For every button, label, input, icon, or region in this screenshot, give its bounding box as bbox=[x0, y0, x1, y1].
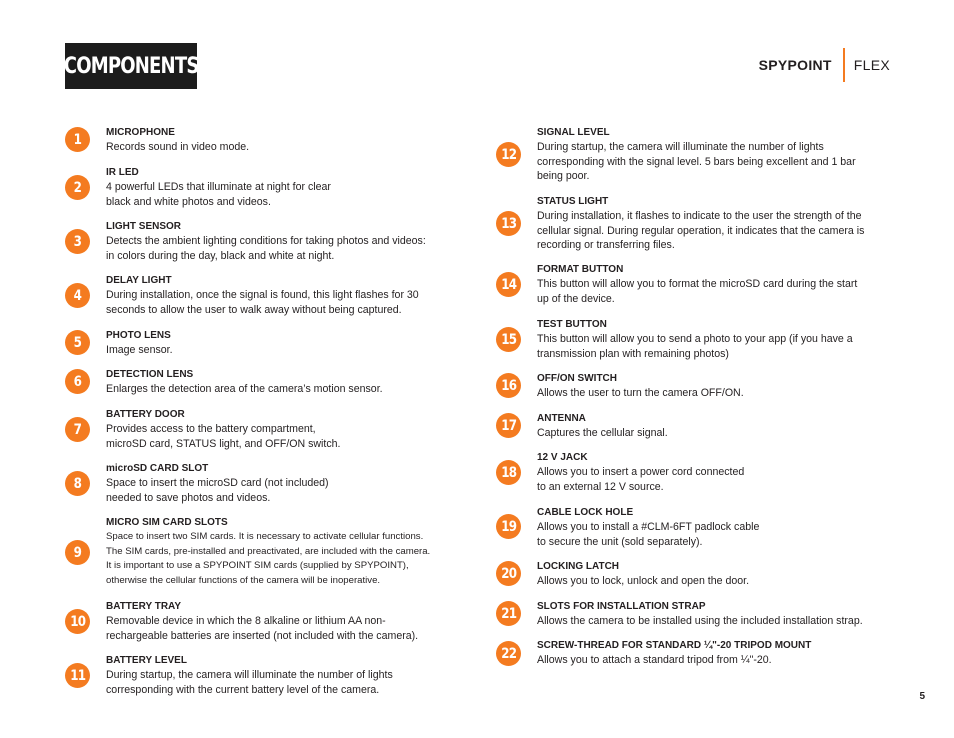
component-number-badge: 18 bbox=[496, 460, 521, 485]
component-description: Records sound in video mode. bbox=[106, 141, 250, 153]
component-description: Provides access to the battery compartment, microSD card, STATUS light, and OFF/ON switch. bbox=[106, 423, 341, 450]
component-description: Image sensor. bbox=[106, 344, 173, 356]
component-item bbox=[106, 600, 418, 643]
component-description: Allows the camera to be installed using the included installation strap. bbox=[537, 615, 863, 627]
brand-header bbox=[759, 47, 890, 83]
component-description: Space to insert the microSD card (not included) needed to save photos and videos. bbox=[106, 477, 329, 504]
component-heading: LOCKING LATCH bbox=[537, 561, 620, 572]
component-number-badge: 12 bbox=[496, 142, 521, 167]
component-heading: FORMAT BUTTON bbox=[537, 264, 624, 275]
component-description: Space to insert two SIM cards. It is necessary to activate cellular functions. The SIM cards, pre-installed and preactivated, are included with the camera. It is important to use a SPYPOINT SIM cards (supplied by SPYPOINT), otherwise the cellular functions of the camera will be inoperative. bbox=[106, 531, 431, 586]
component-description: During installation, it flashes to indicate to the user the strength of the cellular signal. During regular operation, it indicates that the camera is recording or transferring files. bbox=[537, 210, 865, 252]
component-number-badge: 1 bbox=[65, 127, 90, 152]
component-number-badge: 11 bbox=[65, 663, 90, 688]
component-description: During installation, once the signal is found, this light flashes for 30 seconds to allow the user to walk away without being captured. bbox=[106, 289, 419, 316]
component-number-badge: 6 bbox=[65, 369, 90, 394]
component-number-badge: 9 bbox=[65, 540, 90, 565]
component-description: Allows you to lock, unlock and open the door. bbox=[537, 575, 750, 587]
component-description: Allows you to install a #CLM-6FT padlock cable to secure the unit (sold separately). bbox=[537, 521, 760, 548]
component-heading: BATTERY DOOR bbox=[106, 409, 185, 420]
component-number-badge: 14 bbox=[496, 272, 521, 297]
component-heading: BATTERY TRAY bbox=[106, 601, 182, 612]
component-item bbox=[106, 274, 419, 317]
component-item bbox=[537, 451, 744, 494]
component-item bbox=[537, 639, 811, 668]
component-description: Enlarges the detection area of the camera’s motion sensor. bbox=[106, 383, 383, 395]
component-heading: DELAY LIGHT bbox=[106, 275, 172, 286]
component-description: This button will allow you to format the microSD card during the start up of the device. bbox=[537, 278, 858, 305]
component-item bbox=[537, 263, 857, 306]
component-number-badge: 8 bbox=[65, 471, 90, 496]
component-item bbox=[106, 408, 340, 451]
component-item bbox=[106, 462, 329, 505]
component-number-badge: 16 bbox=[496, 373, 521, 398]
component-number-badge: 7 bbox=[65, 417, 90, 442]
component-item bbox=[106, 516, 430, 588]
component-number-badge: 21 bbox=[496, 601, 521, 626]
component-number-badge: 20 bbox=[496, 561, 521, 586]
component-heading: LIGHT SENSOR bbox=[106, 221, 182, 232]
component-description: This button will allow you to send a photo to your app (if you have a transmission plan with remaining photos) bbox=[537, 333, 853, 360]
component-heading: SCREW-THREAD FOR STANDARD ¼"-20 TRIPOD MOUNT bbox=[537, 640, 812, 651]
component-item bbox=[106, 654, 393, 697]
component-heading: TEST BUTTON bbox=[537, 319, 607, 330]
component-heading: SIGNAL LEVEL bbox=[537, 127, 610, 138]
component-heading: 12 V JACK bbox=[537, 452, 588, 463]
component-item bbox=[106, 126, 249, 155]
component-heading: microSD CARD SLOT bbox=[106, 463, 209, 474]
component-number-badge: 2 bbox=[65, 175, 90, 200]
component-number-badge: 17 bbox=[496, 413, 521, 438]
component-heading: ANTENNA bbox=[537, 413, 586, 424]
component-heading: DETECTION LENS bbox=[106, 369, 194, 380]
component-heading: PHOTO LENS bbox=[106, 330, 171, 341]
component-item bbox=[537, 560, 749, 589]
component-heading: IR LED bbox=[106, 167, 139, 178]
component-item bbox=[106, 220, 426, 263]
component-number-badge: 19 bbox=[496, 514, 521, 539]
component-number-badge: 22 bbox=[496, 641, 521, 666]
component-item bbox=[537, 318, 853, 361]
component-number-badge: 15 bbox=[496, 327, 521, 352]
component-item bbox=[106, 368, 383, 397]
component-description: Captures the cellular signal. bbox=[537, 427, 668, 439]
component-number-badge: 5 bbox=[65, 330, 90, 355]
page-number: 5 bbox=[919, 691, 925, 702]
component-heading: CABLE LOCK HOLE bbox=[537, 507, 634, 518]
component-number-badge: 10 bbox=[65, 609, 90, 634]
component-heading: SLOTS FOR INSTALLATION STRAP bbox=[537, 601, 706, 612]
component-item bbox=[537, 195, 864, 253]
component-number-badge: 3 bbox=[65, 229, 90, 254]
component-heading: MICRO SIM CARD SLOTS bbox=[106, 517, 228, 528]
component-heading: MICROPHONE bbox=[106, 127, 175, 138]
component-item bbox=[537, 126, 856, 184]
component-heading: BATTERY LEVEL bbox=[106, 655, 187, 666]
component-item bbox=[537, 372, 744, 401]
page-title: COMPONENTS bbox=[65, 43, 197, 89]
brand-model: FLEX bbox=[853, 57, 890, 73]
component-description: During startup, the camera will illuminate the number of lights corresponding with the current battery level of the camera. bbox=[106, 669, 393, 696]
component-description: Allows you to insert a power cord connected to an external 12 V source. bbox=[537, 466, 745, 493]
brand-separator bbox=[843, 48, 845, 82]
component-item bbox=[537, 412, 668, 441]
component-description: During startup, the camera will illuminate the number of lights corresponding with the signal level. 5 bars being excellent and 1 bar being poor. bbox=[537, 141, 856, 183]
component-description: Allows the user to turn the camera OFF/ON. bbox=[537, 387, 744, 399]
component-description: Removable device in which the 8 alkaline or lithium AA non- rechargeable batteries are inserted (not included with the camera). bbox=[106, 615, 419, 642]
component-number-badge: 4 bbox=[65, 283, 90, 308]
component-number-badge: 13 bbox=[496, 211, 521, 236]
component-item bbox=[537, 506, 759, 549]
brand-name: SPYPOINT bbox=[758, 57, 832, 73]
component-item bbox=[106, 166, 331, 209]
component-heading: STATUS LIGHT bbox=[537, 196, 609, 207]
component-item bbox=[106, 329, 173, 358]
component-description: 4 powerful LEDs that illuminate at night for clear black and white photos and videos. bbox=[106, 181, 331, 208]
component-heading: OFF/ON SWITCH bbox=[537, 373, 617, 384]
component-description: Allows you to attach a standard tripod from ¼"-20. bbox=[537, 654, 772, 666]
component-item bbox=[537, 600, 863, 629]
component-description: Detects the ambient lighting conditions for taking photos and videos: in colors during the day, black and white at night. bbox=[106, 235, 426, 262]
